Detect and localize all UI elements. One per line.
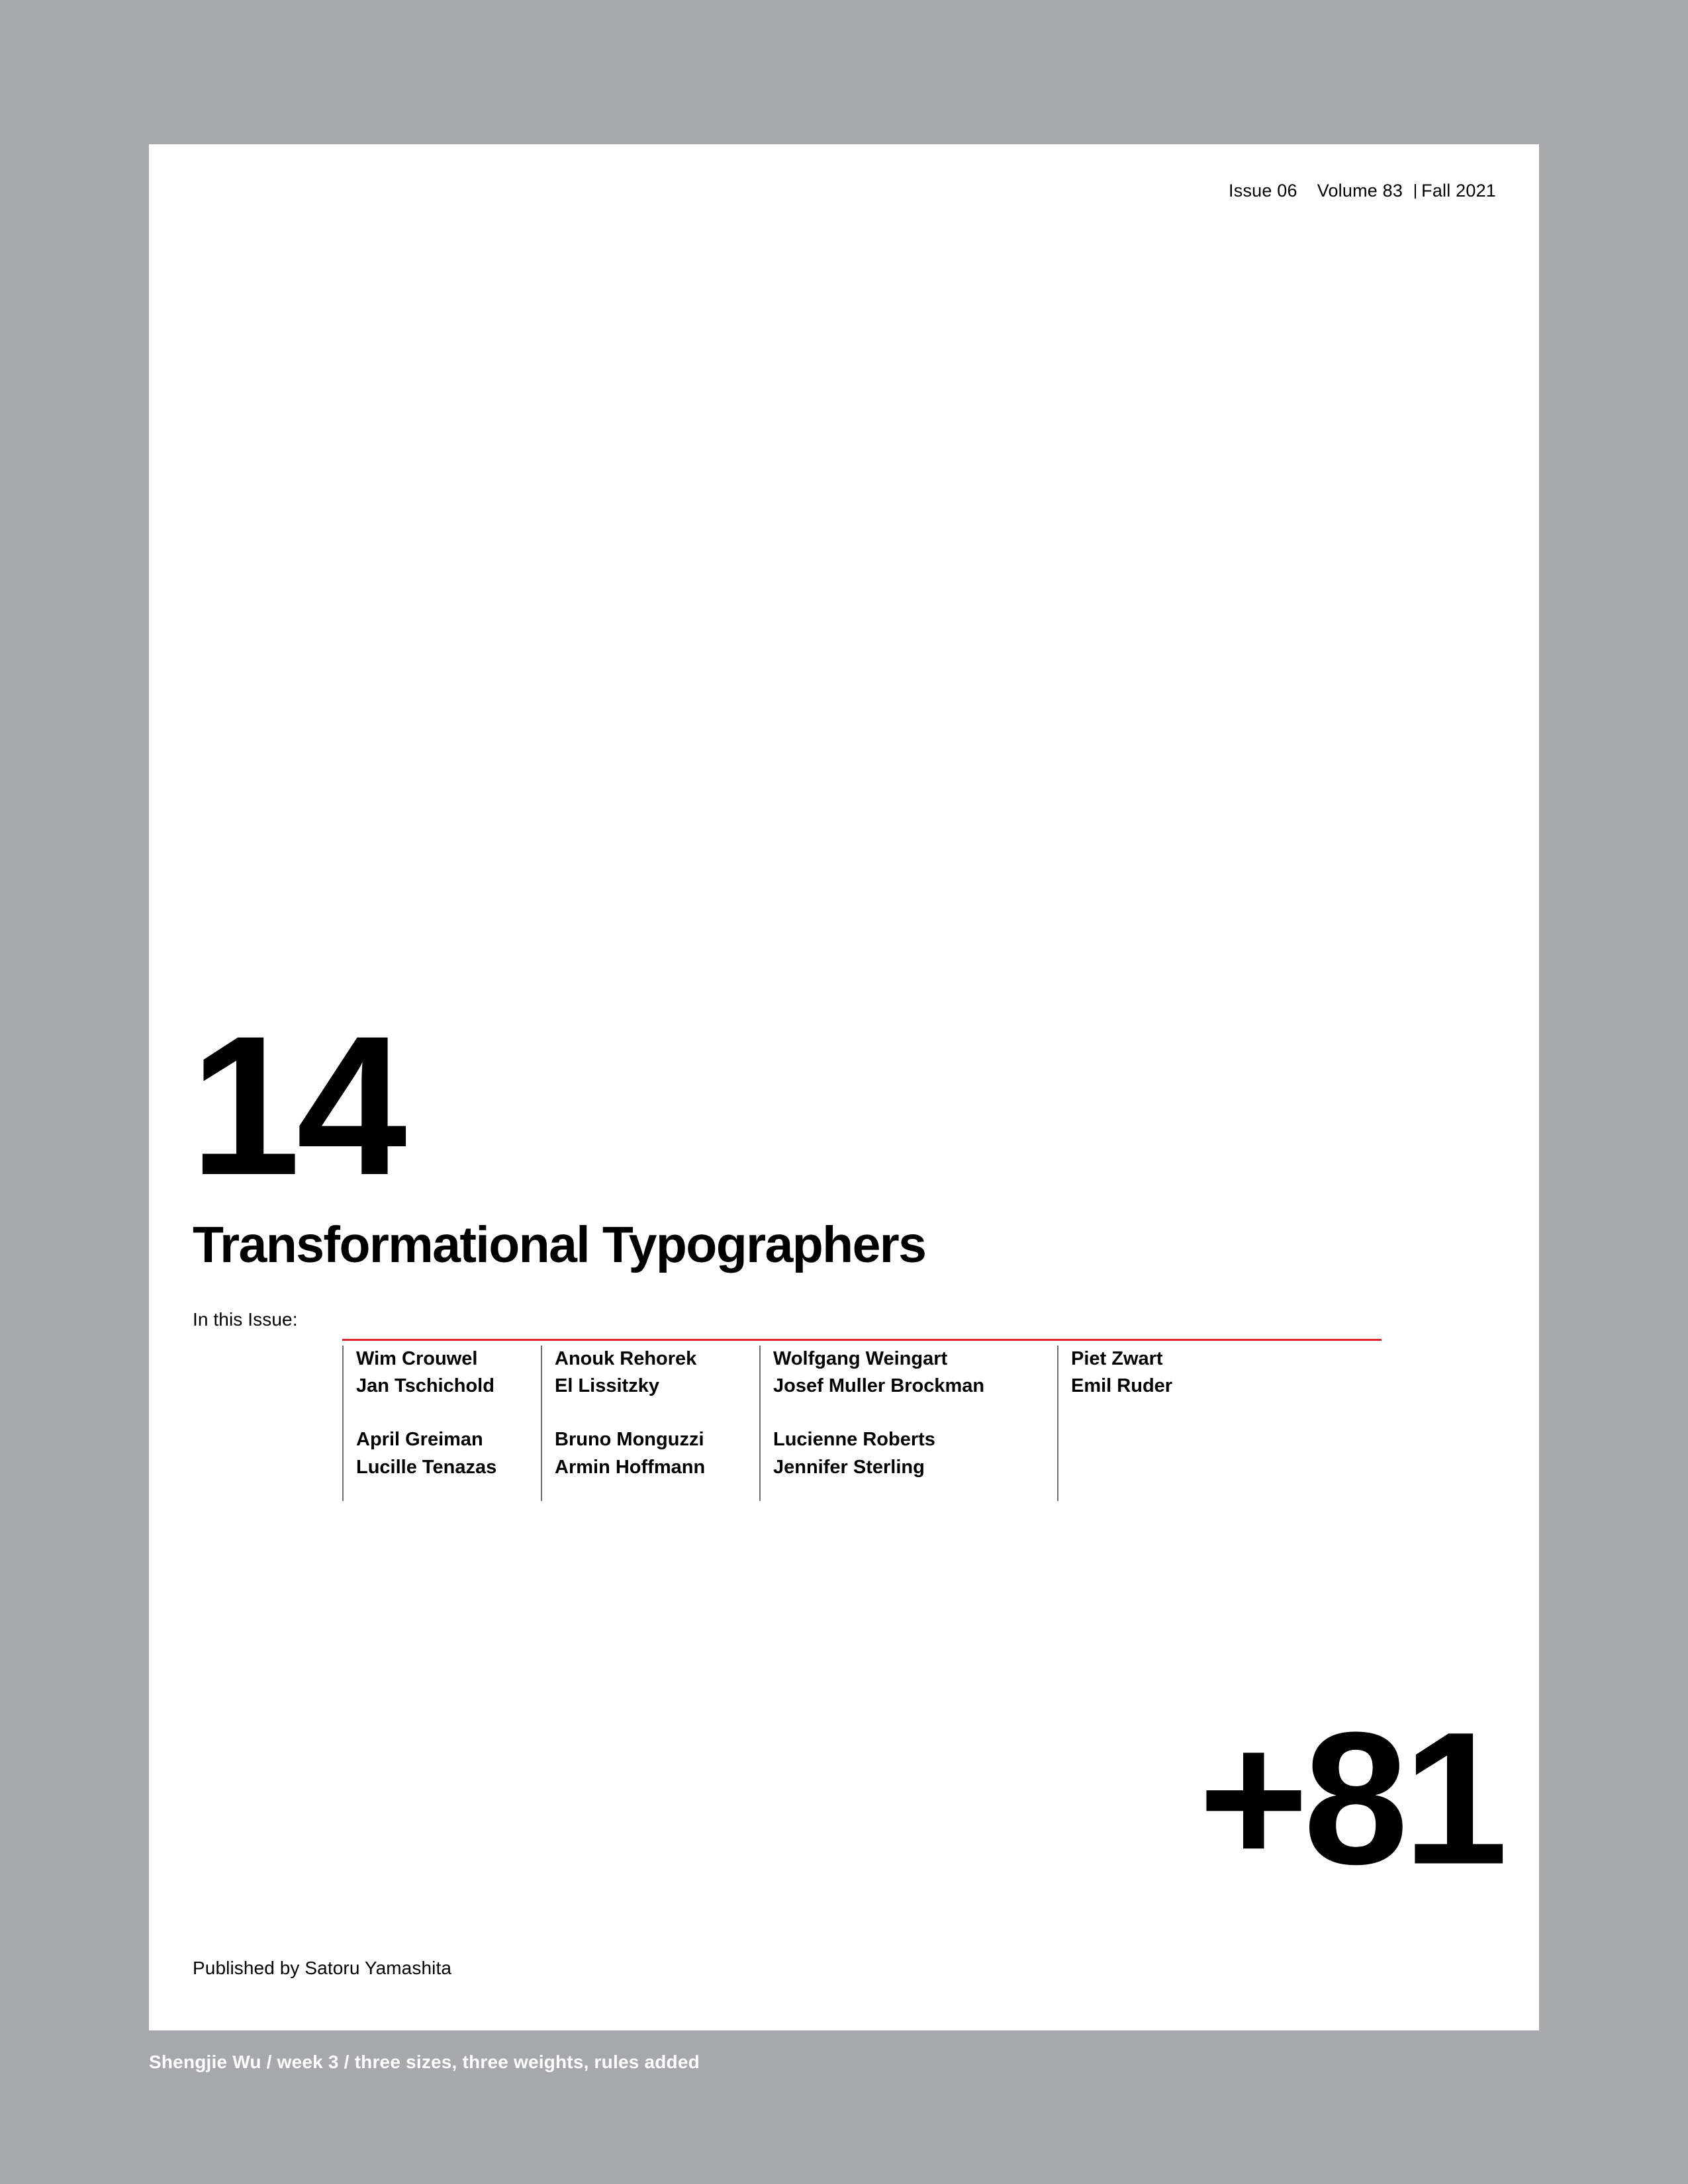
list-item[interactable]: Jennifer Sterling — [773, 1456, 925, 1478]
toc-column — [1057, 1345, 1229, 1501]
spacer — [773, 1400, 1057, 1426]
assignment-caption: Shengjie Wu / week 3 / three sizes, three weights, rules added — [149, 2052, 700, 2072]
list-item[interactable]: Lucille Tenazas — [356, 1456, 497, 1478]
publication-logo: +81 — [1198, 1693, 1503, 1904]
masthead-issue-line — [1229, 181, 1496, 201]
spacer — [555, 1400, 759, 1426]
list-item[interactable]: Josef Muller Brockman — [773, 1375, 985, 1397]
list-item[interactable]: El Lissitzky — [555, 1375, 659, 1397]
in-this-issue-label: In this Issue: — [193, 1309, 298, 1330]
accent-rule — [342, 1339, 1382, 1341]
list-item[interactable]: April Greiman — [356, 1429, 483, 1451]
issue-number: Issue 06 — [1229, 181, 1297, 201]
publisher-credit: Published by Satoru Yamashita — [193, 1958, 451, 1978]
list-item[interactable]: Jan Tschichold — [356, 1375, 494, 1397]
list-item[interactable]: Armin Hoffmann — [555, 1456, 706, 1478]
vertical-rule-icon — [1415, 184, 1416, 199]
toc-column — [342, 1345, 541, 1501]
volume-number: Volume 83 — [1317, 181, 1403, 201]
list-item[interactable]: Bruno Monguzzi — [555, 1429, 704, 1451]
list-item[interactable]: Wolfgang Weingart — [773, 1348, 948, 1369]
toc-column — [541, 1345, 759, 1501]
toc-column — [759, 1345, 1057, 1501]
list-item[interactable]: Emil Ruder — [1071, 1375, 1173, 1397]
season-year: Fall 2021 — [1421, 181, 1496, 201]
toc-columns — [342, 1345, 1229, 1501]
issue-big-number: 14 — [190, 994, 403, 1216]
list-item[interactable]: Lucienne Roberts — [773, 1429, 935, 1451]
list-item[interactable]: Wim Crouwel — [356, 1348, 478, 1369]
cover-page — [149, 144, 1539, 2030]
list-item[interactable]: Piet Zwart — [1071, 1348, 1163, 1369]
spacer — [356, 1400, 541, 1426]
list-item[interactable]: Anouk Rehorek — [555, 1348, 697, 1369]
page-title: Transformational Typographers — [193, 1216, 926, 1273]
